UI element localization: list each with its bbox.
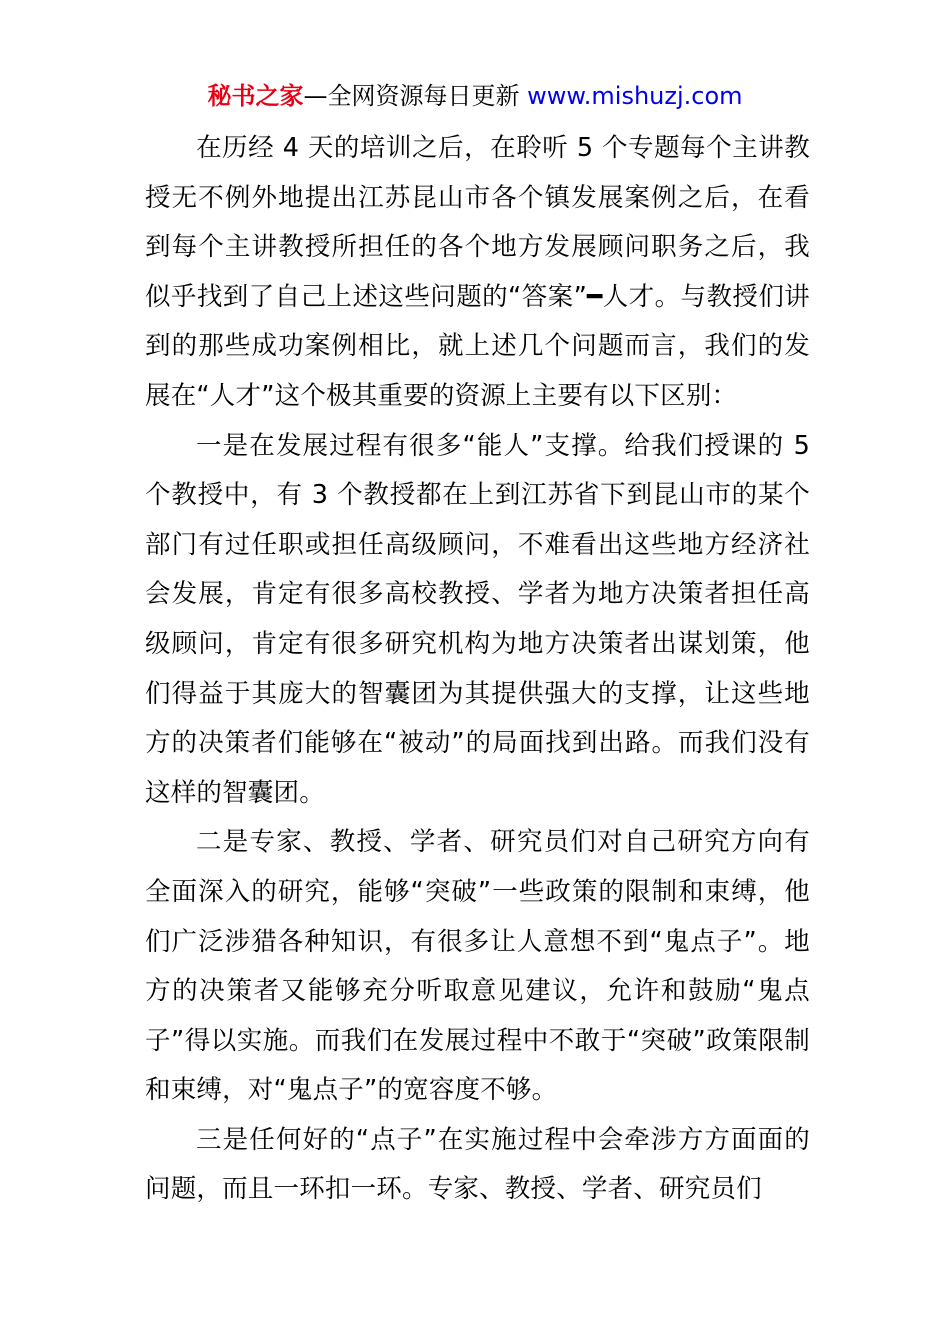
paragraph-point-two: 二是专家、教授、学者、研究员们对自己研究方向有全面深入的研究，能够“突破”一些政策的限制和束缚，他们广泛涉猎各种知识，有很多让人意想不到“鬼点子”。地方的决策者又能够充分听取意见建议，允许和鼓励“鬼点子”得以实施。而我们在发展过程中不敢于“突破”政策限制和束缚，对“鬼点子”的宽容度不够。: [145, 827, 810, 1106]
page-header: [0, 78, 950, 114]
paragraph-intro: 在历经 4 天的培训之后，在聆听 5 个专题每个主讲教授无不例外地提出江苏昆山市各个镇发展案例之后，在看到每个主讲教授所担任的各个地方发展顾问职务之后，我似乎找到了自己上述这些问题的“答案”━人才。与教授们讲到的那些成功案例相比，就上述几个问题而言，我们的发展在“人才”这个极其重要的资源上主要有以下区别：: [145, 133, 810, 411]
paragraph-point-one: 一是在发展过程有很多“能人”支撑。给我们授课的 5 个教授中，有 3 个教授都在上到江苏省下到昆山市的某个部门有过任职或担任高级顾问，不难看出这些地方经济社会发展，肯定有很多高校教授、学者为地方决策者担任高级顾问，肯定有很多研究机构为地方决策者出谋划策，他们得益于其庞大的智囊团为其提供强大的支撑，让这些地方的决策者们能够在“被动”的局面找到出路。而我们没有这样的智囊团。: [145, 430, 810, 808]
brand-name: 秘书之家: [207, 82, 304, 110]
header-tagline: —全网资源每日更新: [303, 82, 520, 110]
paragraph-point-three: 三是任何好的“点子”在实施过程中会牵涉方方面面的问题，而且一环扣一环。专家、教授、学者、研究员们: [145, 1124, 810, 1205]
website-link[interactable]: www.mishuzj.com: [519, 82, 743, 110]
document-body: [145, 124, 810, 1215]
